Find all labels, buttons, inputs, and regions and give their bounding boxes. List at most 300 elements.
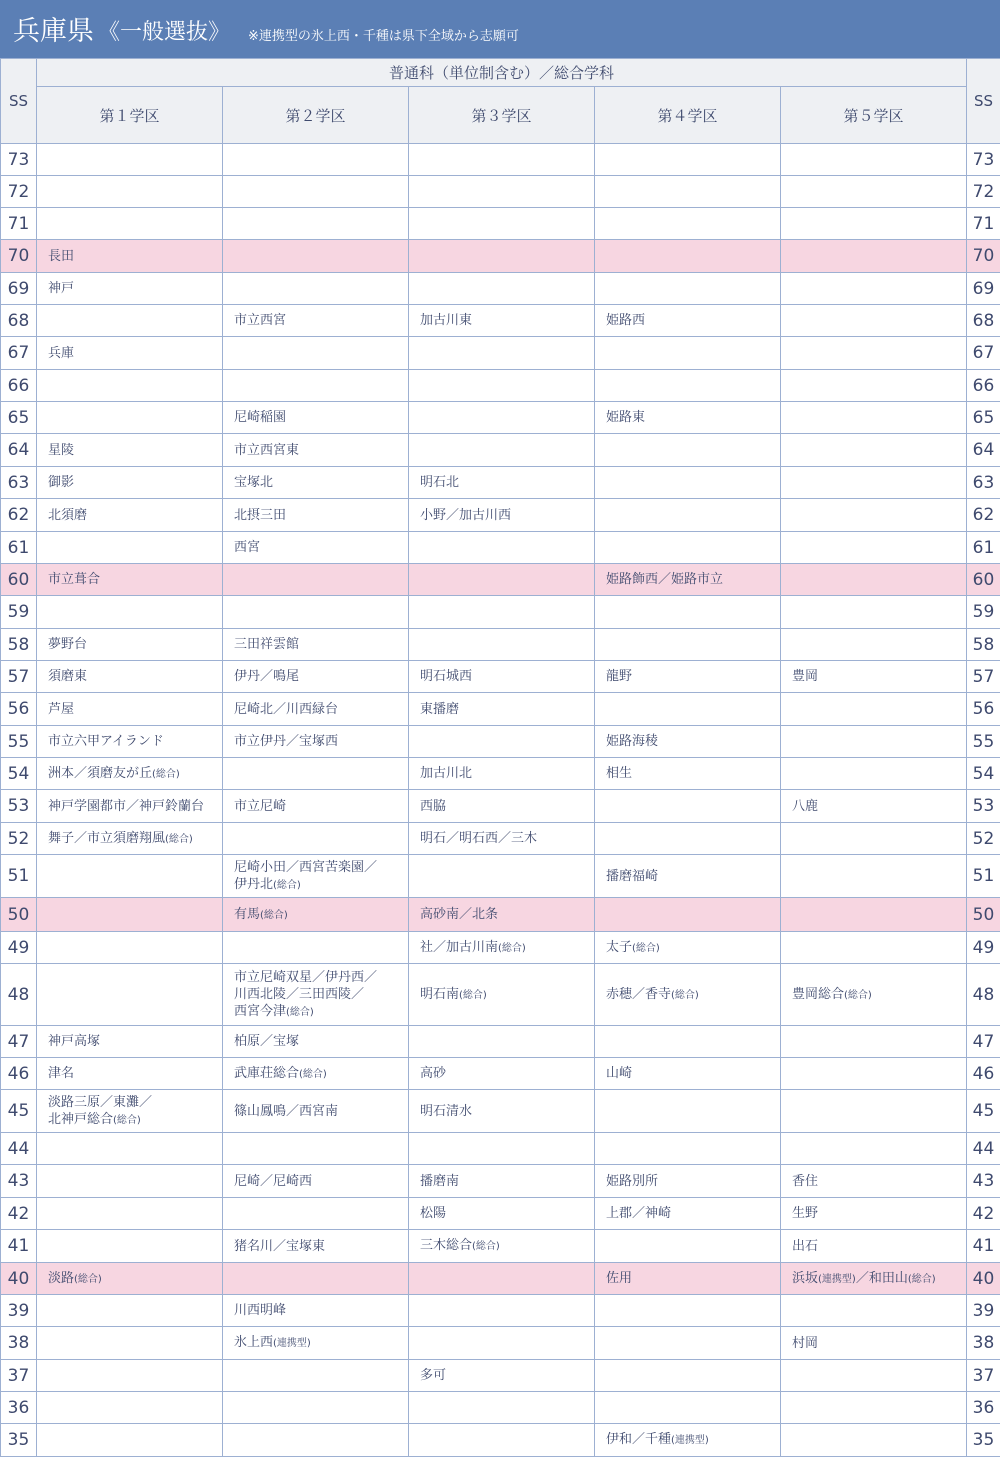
school-cell [223, 370, 409, 402]
school-cell [781, 499, 967, 532]
ss-value-left: 66 [1, 370, 37, 402]
school-name: 出石 [792, 1238, 819, 1254]
school-name: 明石／明石西／三木 [420, 831, 538, 846]
table-row [1, 499, 1000, 532]
table-row [1, 305, 1000, 337]
course-type-note: (連携型) [273, 1338, 311, 1349]
school-cell [409, 1424, 595, 1457]
ss-value-left: 47 [1, 1026, 37, 1058]
school-cell [409, 1026, 595, 1058]
school-cell [223, 1090, 409, 1133]
table-row [1, 661, 1000, 693]
school-cell [223, 1360, 409, 1392]
course-type-note: (総合) [273, 879, 301, 891]
school-cell [37, 144, 223, 176]
school-cell [409, 758, 595, 790]
school-cell [595, 693, 781, 726]
table-row [1, 532, 1000, 564]
ss-value-right: 61 [967, 532, 1000, 564]
school-name: 高砂南／北条 [420, 907, 499, 922]
course-type-note: (総合) [113, 1114, 141, 1126]
school-cell [223, 467, 409, 499]
ss-value-left: 59 [1, 596, 37, 629]
school-cell [223, 532, 409, 564]
table-row [1, 370, 1000, 402]
school-cell [409, 564, 595, 596]
school-cell [409, 273, 595, 305]
table-row [1, 176, 1000, 208]
school-cell [37, 726, 223, 758]
school-cell [595, 240, 781, 273]
ss-value-right: 44 [967, 1133, 1000, 1165]
school-name: 氷上西(連携型) [234, 1335, 311, 1350]
ss-value-left: 71 [1, 208, 37, 240]
school-cell [37, 1058, 223, 1090]
school-cell [223, 790, 409, 823]
school-cell [409, 370, 595, 402]
ss-value-left: 42 [1, 1198, 37, 1230]
school-name: 猪名川／宝塚東 [234, 1238, 326, 1254]
school-cell [37, 273, 223, 305]
table-row [1, 855, 1000, 898]
ss-value-right: 39 [967, 1295, 1000, 1327]
school-cell [223, 964, 409, 1026]
school-cell [781, 1133, 967, 1165]
ss-value-right: 47 [967, 1026, 1000, 1058]
school-cell [223, 144, 409, 176]
school-cell [595, 1133, 781, 1165]
prefecture-title: 兵庫県 [13, 16, 94, 47]
school-cell [595, 629, 781, 661]
school-cell [781, 726, 967, 758]
school-cell [409, 402, 595, 434]
school-cell [37, 564, 223, 596]
table-row [1, 467, 1000, 499]
selection-method: 《一般選抜》 [98, 20, 231, 45]
ss-value-right: 46 [967, 1058, 1000, 1090]
school-cell [595, 1263, 781, 1295]
ss-value-left: 50 [1, 898, 37, 932]
school-name: 尼崎稲園 [234, 410, 287, 425]
school-cell [781, 596, 967, 629]
school-cell [223, 693, 409, 726]
course-type-note: (総合) [260, 909, 288, 921]
school-name: 太子(総合) [606, 939, 660, 955]
table-row [1, 898, 1000, 932]
school-name: 川西北陵／三田西陵／ [234, 986, 365, 1002]
school-name: 高砂 [420, 1066, 447, 1081]
school-name: 市立西宮 [234, 313, 287, 328]
ss-value-right: 48 [967, 964, 1000, 1026]
table-row [1, 1327, 1000, 1360]
school-cell [223, 1133, 409, 1165]
ss-value-right: 55 [967, 726, 1000, 758]
school-cell [595, 402, 781, 434]
ss-value-right: 41 [967, 1230, 1000, 1263]
school-cell [223, 499, 409, 532]
school-cell [781, 240, 967, 273]
school-cell [595, 273, 781, 305]
ss-value-left: 55 [1, 726, 37, 758]
ss-value-left: 38 [1, 1327, 37, 1360]
school-cell [595, 208, 781, 240]
school-cell [223, 273, 409, 305]
school-name: 神戸高塚 [48, 1034, 101, 1049]
school-cell [37, 176, 223, 208]
table-row [1, 758, 1000, 790]
school-cell [223, 402, 409, 434]
school-name: 村岡 [792, 1335, 819, 1351]
school-cell [37, 305, 223, 337]
ss-value-right: 64 [967, 434, 1000, 467]
school-cell [409, 629, 595, 661]
school-name: 明石城西 [420, 669, 473, 684]
school-name: 姫路西 [606, 313, 646, 328]
school-name: 須磨東 [48, 669, 88, 684]
table-row [1, 434, 1000, 467]
school-cell [595, 337, 781, 370]
school-cell [37, 1392, 223, 1424]
school-cell [595, 532, 781, 564]
course-type-note: (総合) [844, 989, 872, 1001]
school-cell [781, 176, 967, 208]
district-header-1: 第１学区 [37, 87, 223, 144]
ss-value-right: 65 [967, 402, 1000, 434]
school-cell [595, 1295, 781, 1327]
school-cell [781, 758, 967, 790]
school-cell [223, 596, 409, 629]
school-cell [223, 932, 409, 964]
school-cell [409, 1165, 595, 1198]
course-type-note: (総合) [907, 1273, 936, 1285]
school-cell [781, 1090, 967, 1133]
school-cell [409, 337, 595, 370]
school-name: 香住 [792, 1173, 819, 1189]
school-cell [595, 726, 781, 758]
school-cell [781, 1026, 967, 1058]
ss-value-left: 45 [1, 1090, 37, 1133]
school-cell [223, 823, 409, 855]
table-row [1, 964, 1000, 1026]
school-name: 舞子／市立須磨翔風(総合) [48, 830, 193, 846]
course-type-note: (総合) [165, 833, 193, 845]
school-cell [37, 1360, 223, 1392]
school-cell [223, 1026, 409, 1058]
school-cell [781, 467, 967, 499]
school-name: 市立葺合 [48, 572, 101, 587]
ss-value-right: 73 [967, 144, 1000, 176]
school-cell [37, 402, 223, 434]
school-name: 夢野台 [48, 637, 88, 652]
school-cell [223, 434, 409, 467]
table-row [1, 1360, 1000, 1392]
school-cell [37, 693, 223, 726]
school-cell [37, 467, 223, 499]
ss-value-left: 63 [1, 467, 37, 499]
school-cell [37, 1424, 223, 1457]
school-cell [595, 467, 781, 499]
table-row [1, 1058, 1000, 1090]
school-name: 小野／加古川西 [420, 507, 512, 523]
school-cell [781, 1327, 967, 1360]
course-type-note: (総合) [286, 1006, 314, 1018]
school-name: 西宮今津(総合) [234, 1003, 314, 1019]
school-cell [781, 144, 967, 176]
school-name: 姫路海稜 [606, 734, 659, 749]
school-cell [37, 855, 223, 898]
school-name: 長田 [48, 248, 75, 264]
school-cell [781, 1230, 967, 1263]
school-name: 明石南(総合) [420, 986, 487, 1002]
table-row [1, 1026, 1000, 1058]
table-row [1, 1295, 1000, 1327]
school-cell [409, 855, 595, 898]
school-cell [223, 240, 409, 273]
school-cell [781, 1360, 967, 1392]
school-cell [37, 434, 223, 467]
ss-value-left: 37 [1, 1360, 37, 1392]
school-cell [223, 629, 409, 661]
school-cell [781, 273, 967, 305]
school-cell [409, 144, 595, 176]
school-name: 松陽 [420, 1206, 447, 1221]
school-cell [37, 1327, 223, 1360]
school-cell [37, 790, 223, 823]
course-type-note: (総合) [671, 989, 699, 1001]
ss-value-left: 65 [1, 402, 37, 434]
ss-value-right: 60 [967, 564, 1000, 596]
school-cell [223, 726, 409, 758]
school-cell [409, 240, 595, 273]
school-name: 加古川北 [420, 766, 473, 781]
school-name: 有馬(総合) [234, 906, 288, 922]
table-row [1, 823, 1000, 855]
course-type-note: (総合) [459, 989, 487, 1001]
table-row [1, 596, 1000, 629]
school-cell [37, 629, 223, 661]
table-row [1, 1230, 1000, 1263]
school-cell [223, 1165, 409, 1198]
ss-value-left: 49 [1, 932, 37, 964]
ss-value-right: 59 [967, 596, 1000, 629]
ss-value-right: 38 [967, 1327, 1000, 1360]
ss-value-right: 53 [967, 790, 1000, 823]
course-header: 普通科（単位制含む）／総合学科 [37, 59, 967, 87]
school-cell [595, 1165, 781, 1198]
ss-value-right: 54 [967, 758, 1000, 790]
school-cell [223, 305, 409, 337]
school-name: 御影 [48, 475, 75, 490]
course-type-note: (連携型) [671, 1435, 709, 1446]
school-name: 三田祥雲館 [234, 637, 300, 652]
school-cell [595, 144, 781, 176]
school-cell [409, 532, 595, 564]
course-type-note: (総合) [472, 1241, 500, 1252]
school-cell [223, 1295, 409, 1327]
table-row [1, 208, 1000, 240]
table-row [1, 402, 1000, 434]
school-name: 兵庫 [48, 345, 75, 361]
ss-value-left: 56 [1, 693, 37, 726]
school-cell [781, 1424, 967, 1457]
school-name: 龍野 [606, 669, 633, 684]
school-cell [37, 596, 223, 629]
school-cell [409, 434, 595, 467]
ss-value-left: 51 [1, 855, 37, 898]
ss-value-left: 41 [1, 1230, 37, 1263]
ss-value-right: 43 [967, 1165, 1000, 1198]
ss-value-left: 52 [1, 823, 37, 855]
district-header-3: 第３学区 [409, 87, 595, 144]
ss-value-right: 45 [967, 1090, 1000, 1133]
school-name: 市立六甲アイランド [48, 734, 164, 749]
school-name: 柏原／宝塚 [234, 1034, 300, 1049]
school-cell [781, 1058, 967, 1090]
school-cell [409, 499, 595, 532]
school-cell [595, 661, 781, 693]
table-row [1, 932, 1000, 964]
table-row [1, 790, 1000, 823]
school-cell [409, 596, 595, 629]
school-name: 篠山鳳鳴／西宮南 [234, 1103, 339, 1119]
school-cell [781, 208, 967, 240]
district-header-4: 第４学区 [595, 87, 781, 144]
school-name: 神戸 [48, 281, 75, 296]
ss-value-right: 50 [967, 898, 1000, 932]
ss-value-right: 57 [967, 661, 1000, 693]
school-cell [409, 823, 595, 855]
school-name: 豊岡総合(総合) [792, 986, 872, 1002]
school-cell [409, 726, 595, 758]
ss-value-right: 69 [967, 273, 1000, 305]
school-cell [223, 1263, 409, 1295]
school-name: 淡路三原／東灘／ [48, 1094, 153, 1110]
school-cell [37, 1263, 223, 1295]
school-cell [409, 208, 595, 240]
school-cell [37, 337, 223, 370]
table-row [1, 1424, 1000, 1457]
school-cell [409, 1360, 595, 1392]
school-name: 生野 [792, 1206, 819, 1221]
school-name: 津名 [48, 1066, 75, 1081]
table-row [1, 273, 1000, 305]
ss-value-right: 71 [967, 208, 1000, 240]
school-cell [595, 823, 781, 855]
school-name: 佐用 [606, 1271, 633, 1286]
school-name: 伊丹／鳴尾 [234, 669, 300, 684]
school-cell [781, 532, 967, 564]
ss-value-left: 64 [1, 434, 37, 467]
school-cell [223, 337, 409, 370]
school-cell [781, 1198, 967, 1230]
school-cell [223, 855, 409, 898]
table-row [1, 693, 1000, 726]
ss-value-right: 56 [967, 693, 1000, 726]
school-name: 相生 [606, 766, 633, 781]
school-cell [781, 1165, 967, 1198]
school-name: 東播磨 [420, 701, 460, 717]
ss-value-left: 39 [1, 1295, 37, 1327]
school-cell [781, 898, 967, 932]
school-cell [781, 1392, 967, 1424]
school-cell [37, 532, 223, 564]
school-name: 尼崎北／川西緑台 [234, 701, 339, 717]
school-cell [223, 1058, 409, 1090]
school-cell [37, 1198, 223, 1230]
ss-value-left: 40 [1, 1263, 37, 1295]
school-name: 市立尼崎双星／伊丹西／ [234, 969, 378, 985]
ss-value-right: 42 [967, 1198, 1000, 1230]
table-row [1, 1392, 1000, 1424]
ss-value-left: 57 [1, 661, 37, 693]
course-type-note: (連携型) [818, 1273, 856, 1285]
school-cell [37, 932, 223, 964]
course-type-note: (総合) [74, 1273, 102, 1285]
school-cell [37, 1026, 223, 1058]
school-cell [595, 932, 781, 964]
school-cell [409, 1392, 595, 1424]
school-name: 洲本／須磨友が丘(総合) [48, 765, 180, 781]
ss-value-left: 68 [1, 305, 37, 337]
ss-value-left: 58 [1, 629, 37, 661]
school-cell [781, 1263, 967, 1295]
school-cell [409, 176, 595, 208]
ss-value-right: 40 [967, 1263, 1000, 1295]
school-name: 姫路飾西／姫路市立 [606, 572, 724, 587]
header-note: ※連携型の氷上西・千種は県下全域から志願可 [248, 29, 519, 44]
school-name: 宝塚北 [234, 475, 274, 490]
school-name: 山崎 [606, 1066, 633, 1081]
school-cell [409, 693, 595, 726]
ss-value-left: 61 [1, 532, 37, 564]
school-cell [595, 370, 781, 402]
table-row [1, 337, 1000, 370]
ss-value-right: 68 [967, 305, 1000, 337]
school-cell [409, 1295, 595, 1327]
course-type-note: (総合) [498, 942, 526, 954]
school-cell [781, 823, 967, 855]
school-name: 尼崎小田／西宮苦楽園／ [234, 859, 378, 875]
school-cell [781, 1295, 967, 1327]
ss-value-right: 58 [967, 629, 1000, 661]
ss-value-right: 70 [967, 240, 1000, 273]
school-cell [409, 1327, 595, 1360]
school-name: 社／加古川南(総合) [420, 939, 526, 955]
school-cell [595, 564, 781, 596]
ss-value-left: 73 [1, 144, 37, 176]
school-cell [595, 434, 781, 467]
school-cell [37, 1090, 223, 1133]
school-name: 市立西宮東 [234, 442, 300, 458]
school-name: 豊岡 [792, 669, 819, 684]
school-name: 西宮 [234, 540, 261, 555]
school-name: 星陵 [48, 442, 75, 458]
school-cell [409, 661, 595, 693]
school-name: 武庫荘総合(総合) [234, 1065, 327, 1081]
ss-column-header-right: SS [967, 59, 1000, 144]
ss-value-left: 46 [1, 1058, 37, 1090]
ss-value-right: 63 [967, 467, 1000, 499]
ss-value-right: 37 [967, 1360, 1000, 1392]
ss-value-left: 36 [1, 1392, 37, 1424]
school-cell [595, 1090, 781, 1133]
school-cell [595, 499, 781, 532]
school-cell [223, 1230, 409, 1263]
school-name: 明石北 [420, 475, 460, 490]
table-row [1, 1133, 1000, 1165]
school-cell [37, 370, 223, 402]
school-cell [223, 758, 409, 790]
